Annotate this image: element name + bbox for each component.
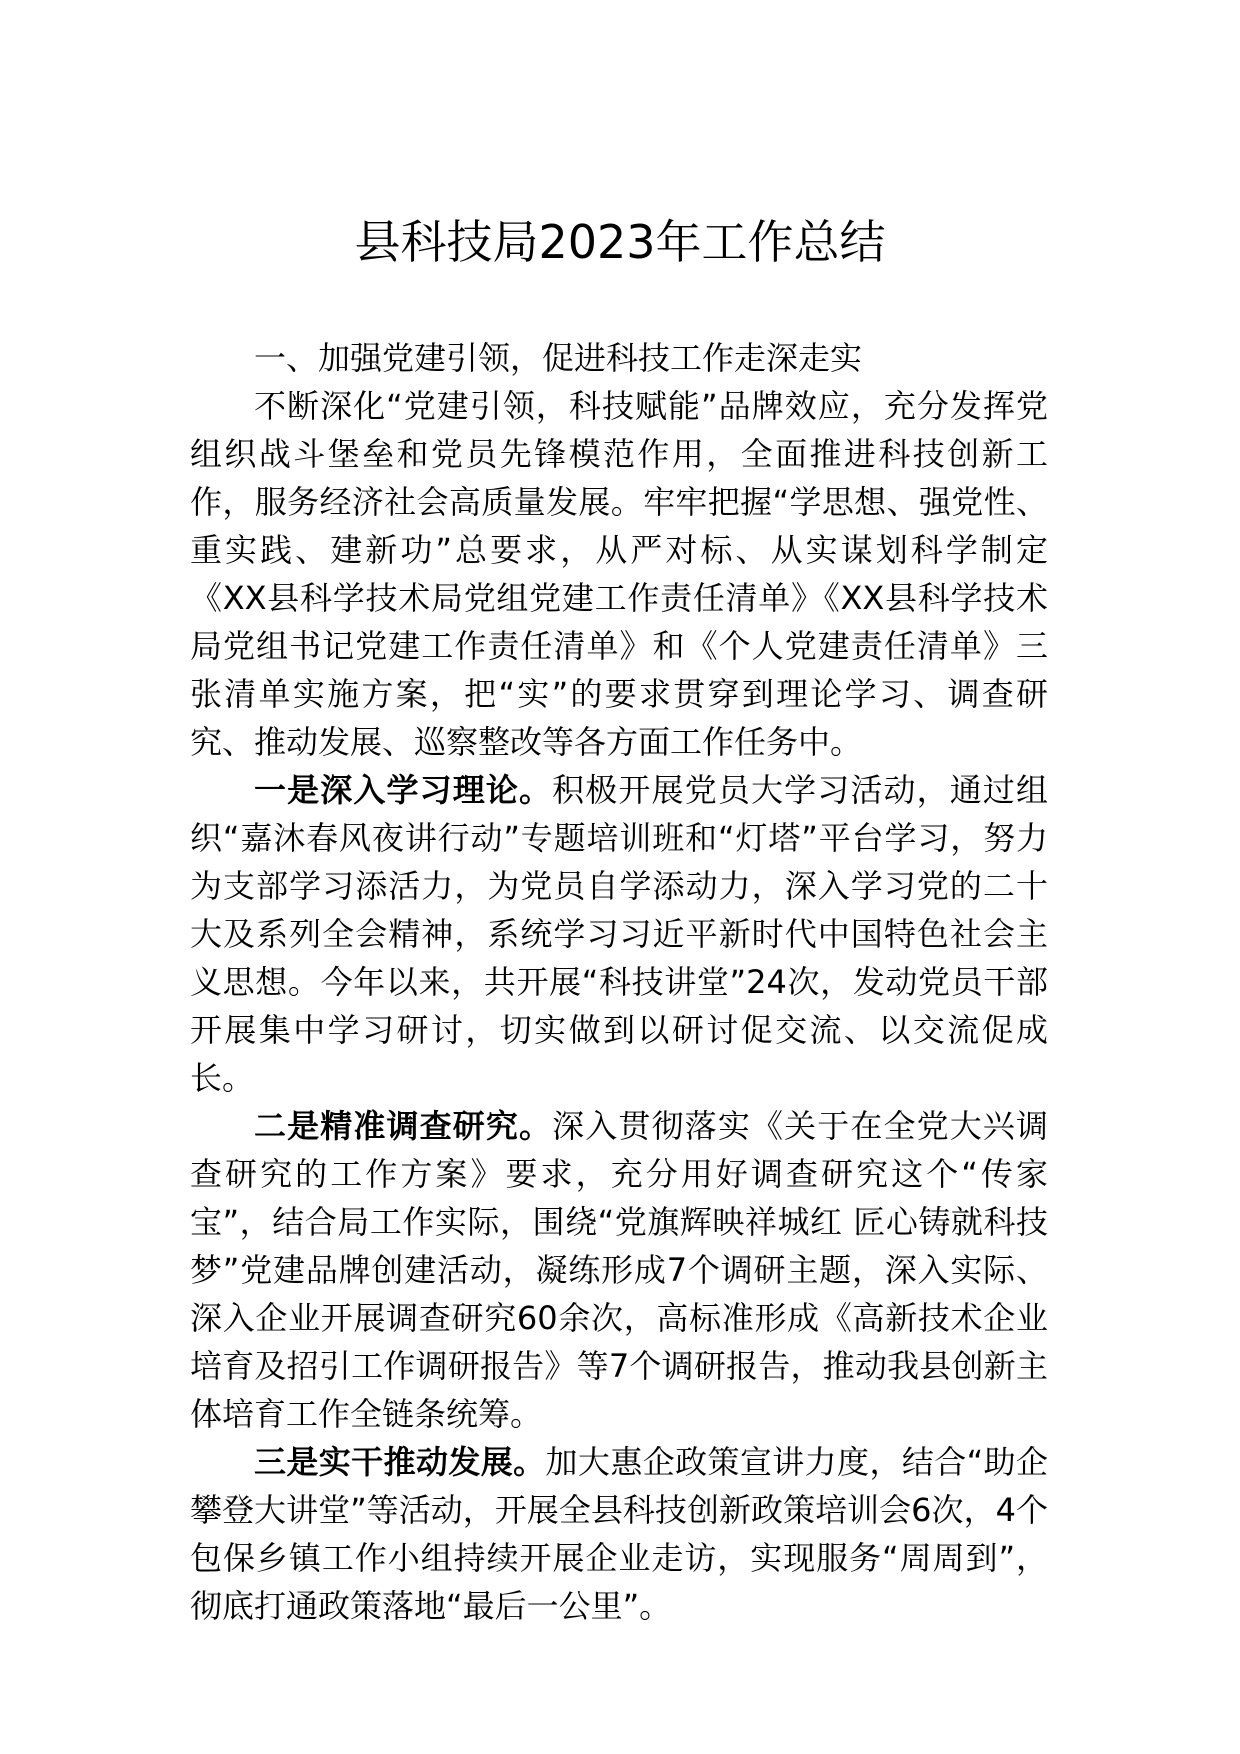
item-paragraph-development [190,1438,1048,1630]
item-lead-development: 三是实干推动发展。 [254,1443,546,1481]
item-text-development: 加大惠企政策宣讲力度，结合“助企攀登大讲堂”等活动，开展全县科技创新政策培训会6次，4个包保乡镇工作小组持续开展企业走访，实现服务“周周到”，彻底打通政策落地“最后一公里”。 [190,1443,1048,1625]
item-text-research: 深入贯彻落实《关于在全党大兴调查研究的工作方案》要求，充分用好调查研究这个“传家宝”，结合局工作实际，围绕“党旗辉映祥城红 匠心铸就科技梦”党建品牌创建活动，凝练形成7个调研主题，深入实际、深入企业开展调查研究60余次，高标准形成《高新技术企业培育及招引工作调研报告》等7个调研报告，推动我县创新主体培育工作全链条统筹。 [190,1107,1048,1433]
item-lead-study-theory: 一是深入学习理论。 [254,771,553,809]
item-lead-research: 二是精准调查研究。 [254,1107,553,1145]
section-intro-paragraph: 不断深化“党建引领，科技赋能”品牌效应，充分发挥党组织战斗堡垒和党员先锋模范作用，全面推进科技创新工作，服务经济社会高质量发展。牢牢把握“学思想、强党性、重实践、建新功”总要求，从严对标、从实谋划科学制定《XX县科学技术局党组党建工作责任清单》《XX县科学技术局党组书记党建工作责任清单》和《个人党建责任清单》三张清单实施方案，把“实”的要求贯穿到理论学习、调查研究、推动发展、巡察整改等各方面工作任务中。 [190,387,1048,761]
item-paragraph-study-theory [190,766,1048,1102]
section-heading: 一、加强党建引领，促进科技工作走深走实 [254,339,863,377]
item-text-study-theory: 积极开展党员大学习活动，通过组织“嘉沐春风夜讲行动”专题培训班和“灯塔”平台学习，努力为支部学习添活力，为党员自学添动力，深入学习党的二十大及系列全会精神，系统学习习近平新时代中国特色社会主义思想。今年以来，共开展“科技讲堂”24次，发动党员干部开展集中学习研讨，切实做到以研讨促交流、以交流促成长。 [190,771,1048,1097]
item-paragraph-research [190,1102,1048,1438]
document-body [190,334,1048,1630]
document-title: 县科技局2023年工作总结 [354,215,886,269]
